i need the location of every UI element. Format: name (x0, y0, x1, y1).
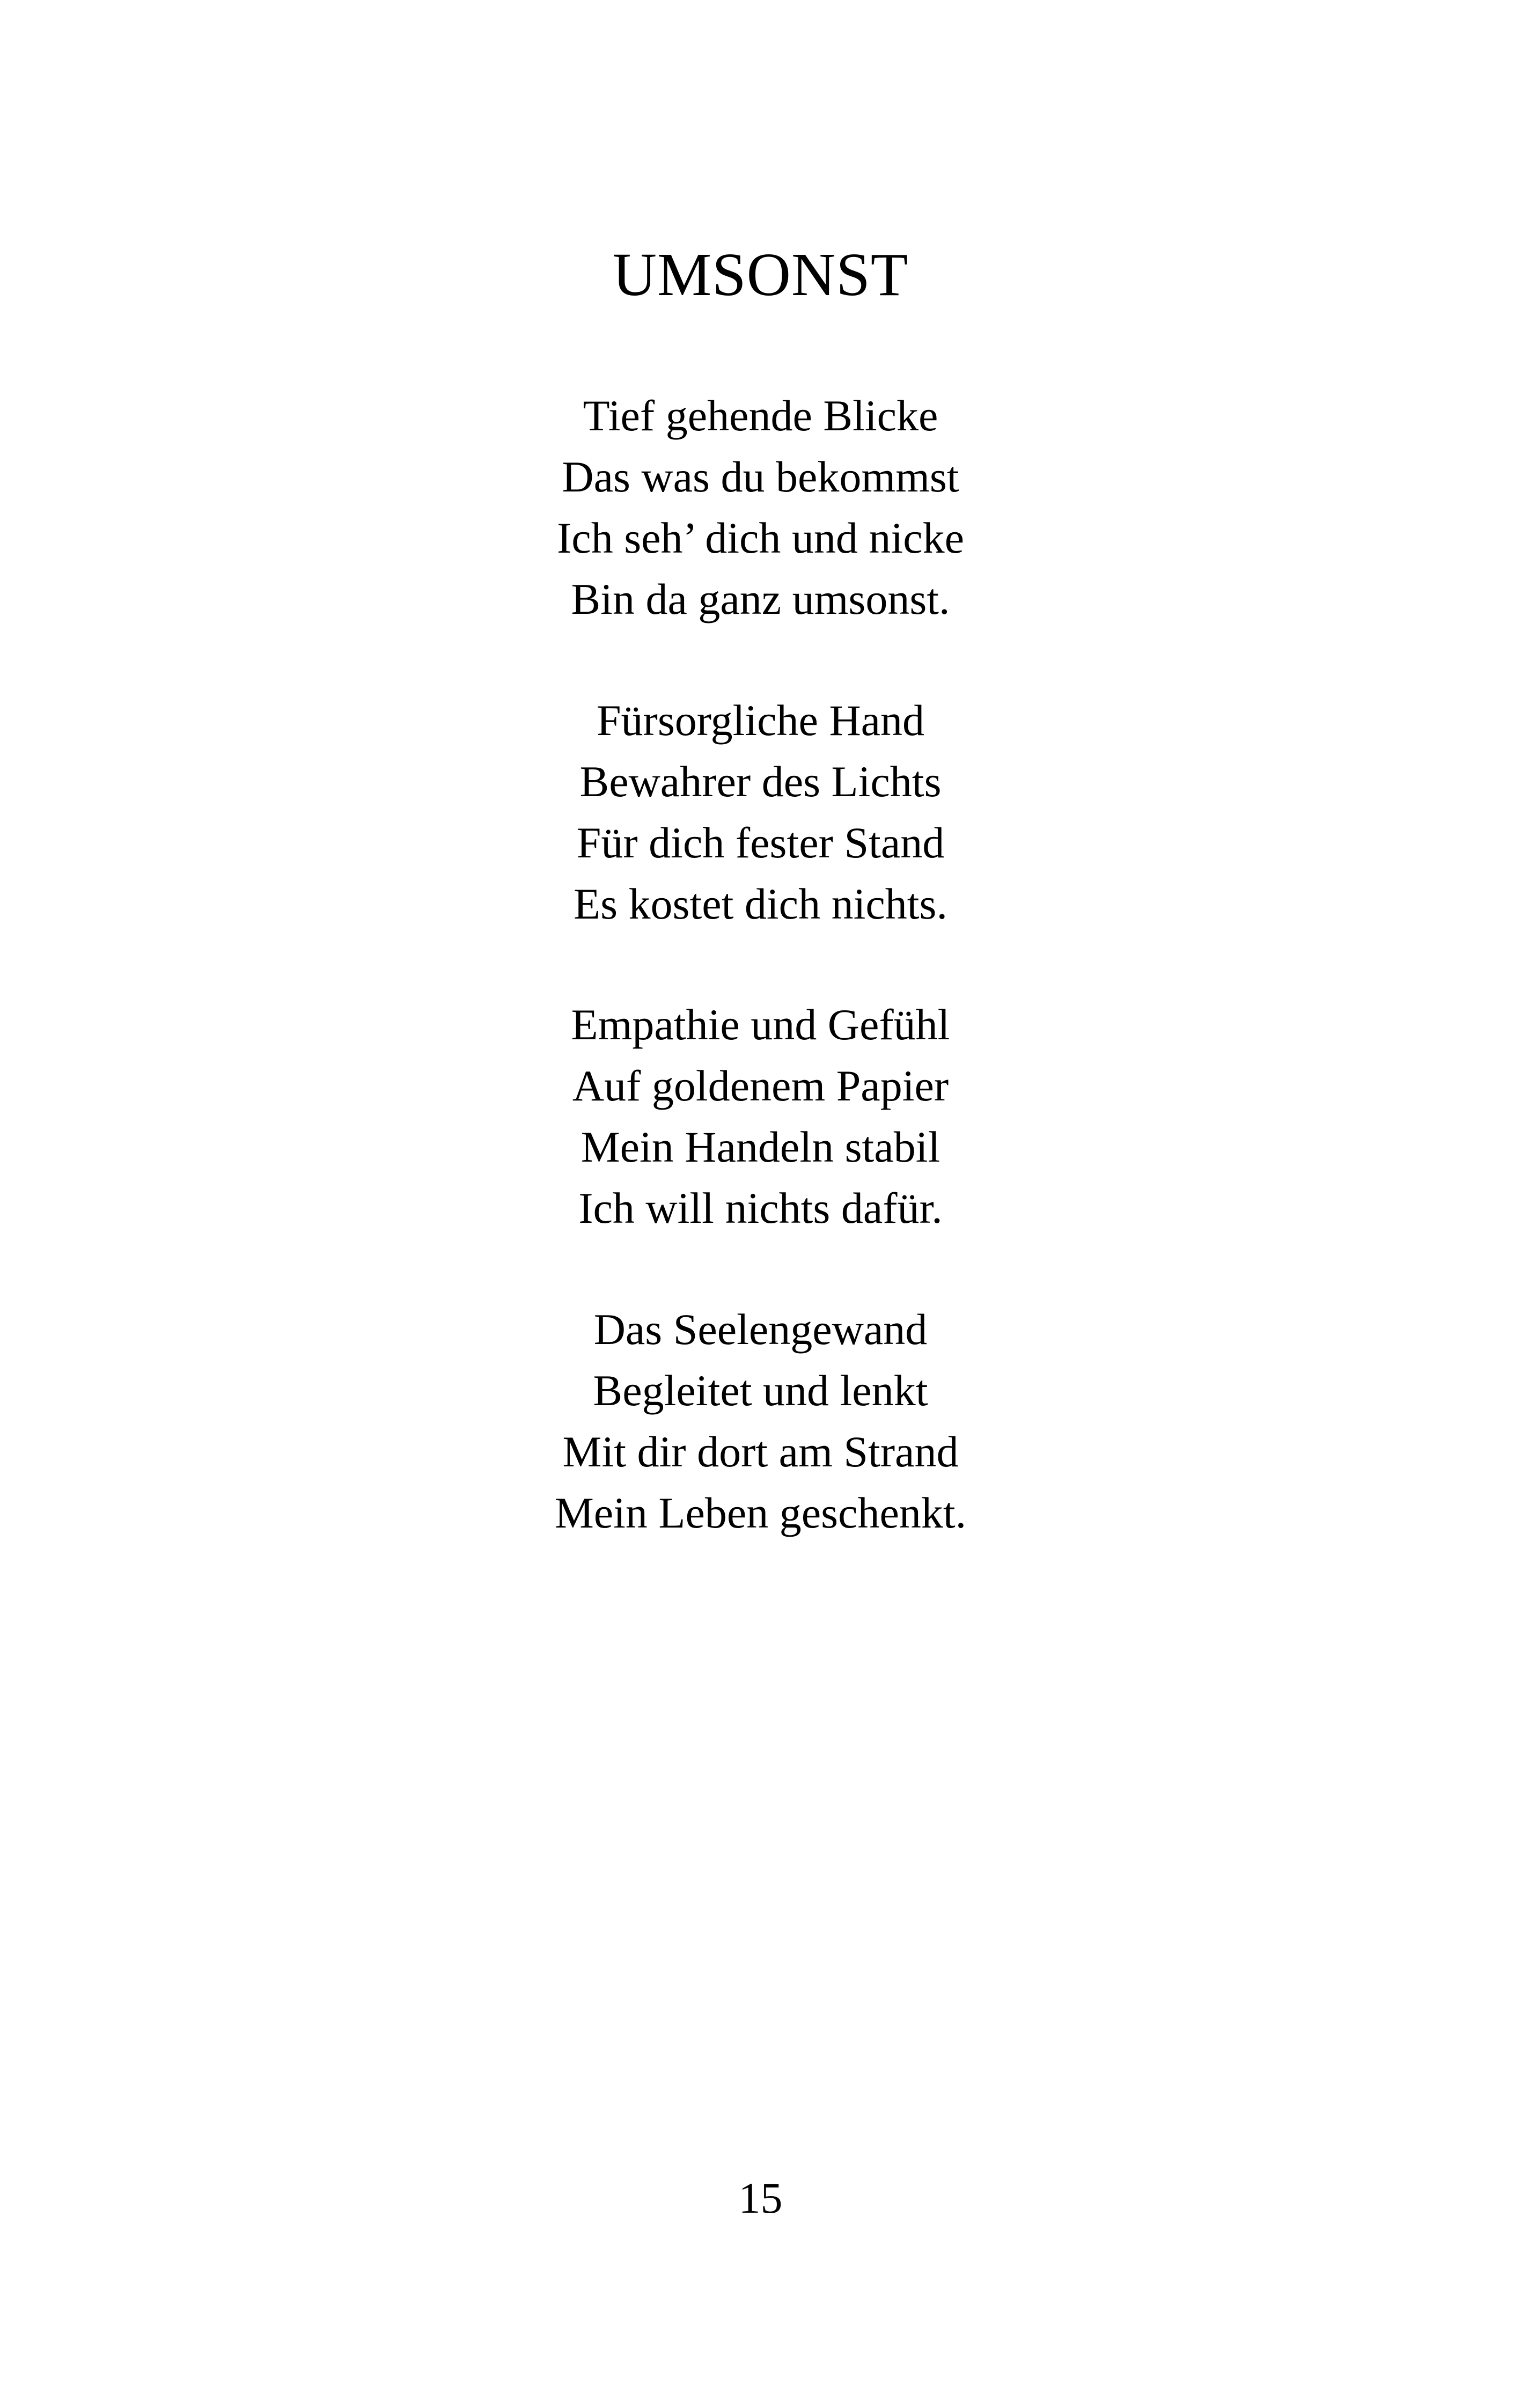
stanza-2 (0, 690, 1521, 935)
poem-line: Ich seh’ dich und nicke (557, 513, 964, 562)
poem-line: Fürsorgliche Hand (596, 696, 925, 745)
poem-line: Bewahrer des Lichts (579, 757, 942, 806)
poem-line: Ich will nichts dafür. (578, 1184, 943, 1232)
poem-line: Empathie und Gefühl (571, 1000, 950, 1049)
poem-line: Bin da ganz umsonst. (571, 575, 950, 623)
poem-line: Mein Leben geschenkt. (554, 1488, 967, 1537)
poem-line: Begleitet und lenkt (593, 1366, 928, 1415)
stanza-4 (0, 1299, 1521, 1544)
poem-line: Für dich fester Stand (576, 818, 945, 867)
poem-line: Mein Handeln stabil (581, 1122, 940, 1171)
poem-line: Das was du bekommst (562, 452, 959, 501)
poem-line: Das Seelengewand (593, 1305, 928, 1354)
page-number: 15 (738, 2174, 783, 2222)
stanza-1 (0, 385, 1521, 630)
poem-title: UMSONST (612, 240, 909, 309)
stanza-3 (0, 994, 1521, 1239)
poem-line: Auf goldenem Papier (572, 1061, 949, 1110)
poem-line: Es kostet dich nichts. (574, 879, 947, 928)
poem-line: Tief gehende Blicke (583, 391, 938, 440)
poem-line: Mit dir dort am Strand (562, 1427, 959, 1476)
